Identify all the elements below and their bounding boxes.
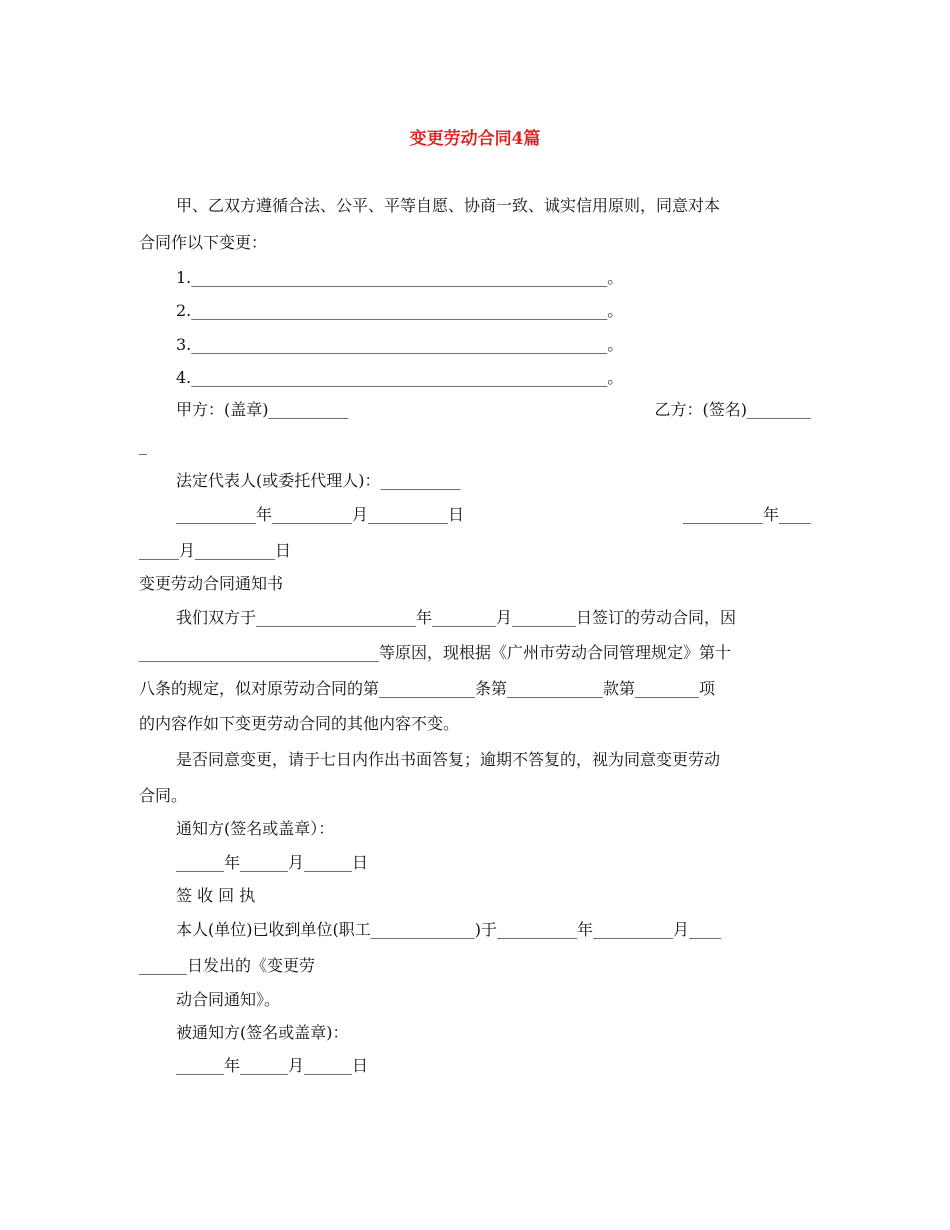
change-item-3: 3.____________________________________________________。 <box>176 335 624 354</box>
notice-line-4: 的内容作如下变更劳动合同的其他内容不变。 <box>139 714 460 733</box>
reply-line-2: 合同。 <box>139 786 188 805</box>
legal-representative: 法定代表人(或委托代理人)：__________ <box>176 471 461 490</box>
party-b-signature: 乙方：(签名)________ <box>654 400 811 419</box>
notifier-date: ______年______月______日 <box>176 853 369 872</box>
notified-party-signature: 被通知方(签名或盖章)： <box>176 1023 349 1042</box>
receipt-line-1: 本人(单位)已收到单位(职工_____________)于__________年__________月____ <box>176 920 721 939</box>
change-item-2: 2.____________________________________________________。 <box>176 301 624 320</box>
date-party-b: __________年____ <box>682 505 811 524</box>
intro-paragraph-line-1: 甲、乙双方遵循合法、公平、平等自愿、协商一致、诚实信用原则，同意对本 <box>176 196 721 215</box>
change-item-1: 1.____________________________________________________。 <box>176 268 624 287</box>
receipt-line-2: ______日发出的《变更劳 <box>139 956 316 975</box>
reply-line-1: 是否同意变更，请于七日内作出书面答复；逾期不答复的，视为同意变更劳动 <box>176 750 721 769</box>
document-title: 变更劳动合同4篇 <box>409 129 541 149</box>
notice-heading: 变更劳动合同通知书 <box>139 574 284 593</box>
party-b-signature-continued: _ <box>139 436 147 455</box>
receipt-line-3: 动合同通知》。 <box>176 990 281 1009</box>
notified-party-date: ______年______月______日 <box>176 1056 369 1075</box>
notice-line-3: 八条的规定，似对原劳动合同的第____________条第____________款第________项 <box>139 679 716 698</box>
notice-line-2: ______________________________等原因，现根据《广州市劳动合同管理规定》第十 <box>139 643 732 662</box>
notifier-signature: 通知方(签名或盖章）： <box>176 819 335 838</box>
party-a-signature: 甲方：(盖章)__________ <box>176 400 349 419</box>
receipt-heading: 签 收 回 执 <box>176 886 256 905</box>
date-party-a: __________年__________月__________日 <box>176 505 465 524</box>
change-item-4: 4.____________________________________________________。 <box>176 368 624 387</box>
notice-line-1: 我们双方于____________________年________月________日签订的劳动合同，因 <box>176 608 737 627</box>
intro-paragraph-line-2: 合同作以下变更： <box>139 233 268 252</box>
date-party-b-continued: _____月__________日 <box>139 541 292 560</box>
